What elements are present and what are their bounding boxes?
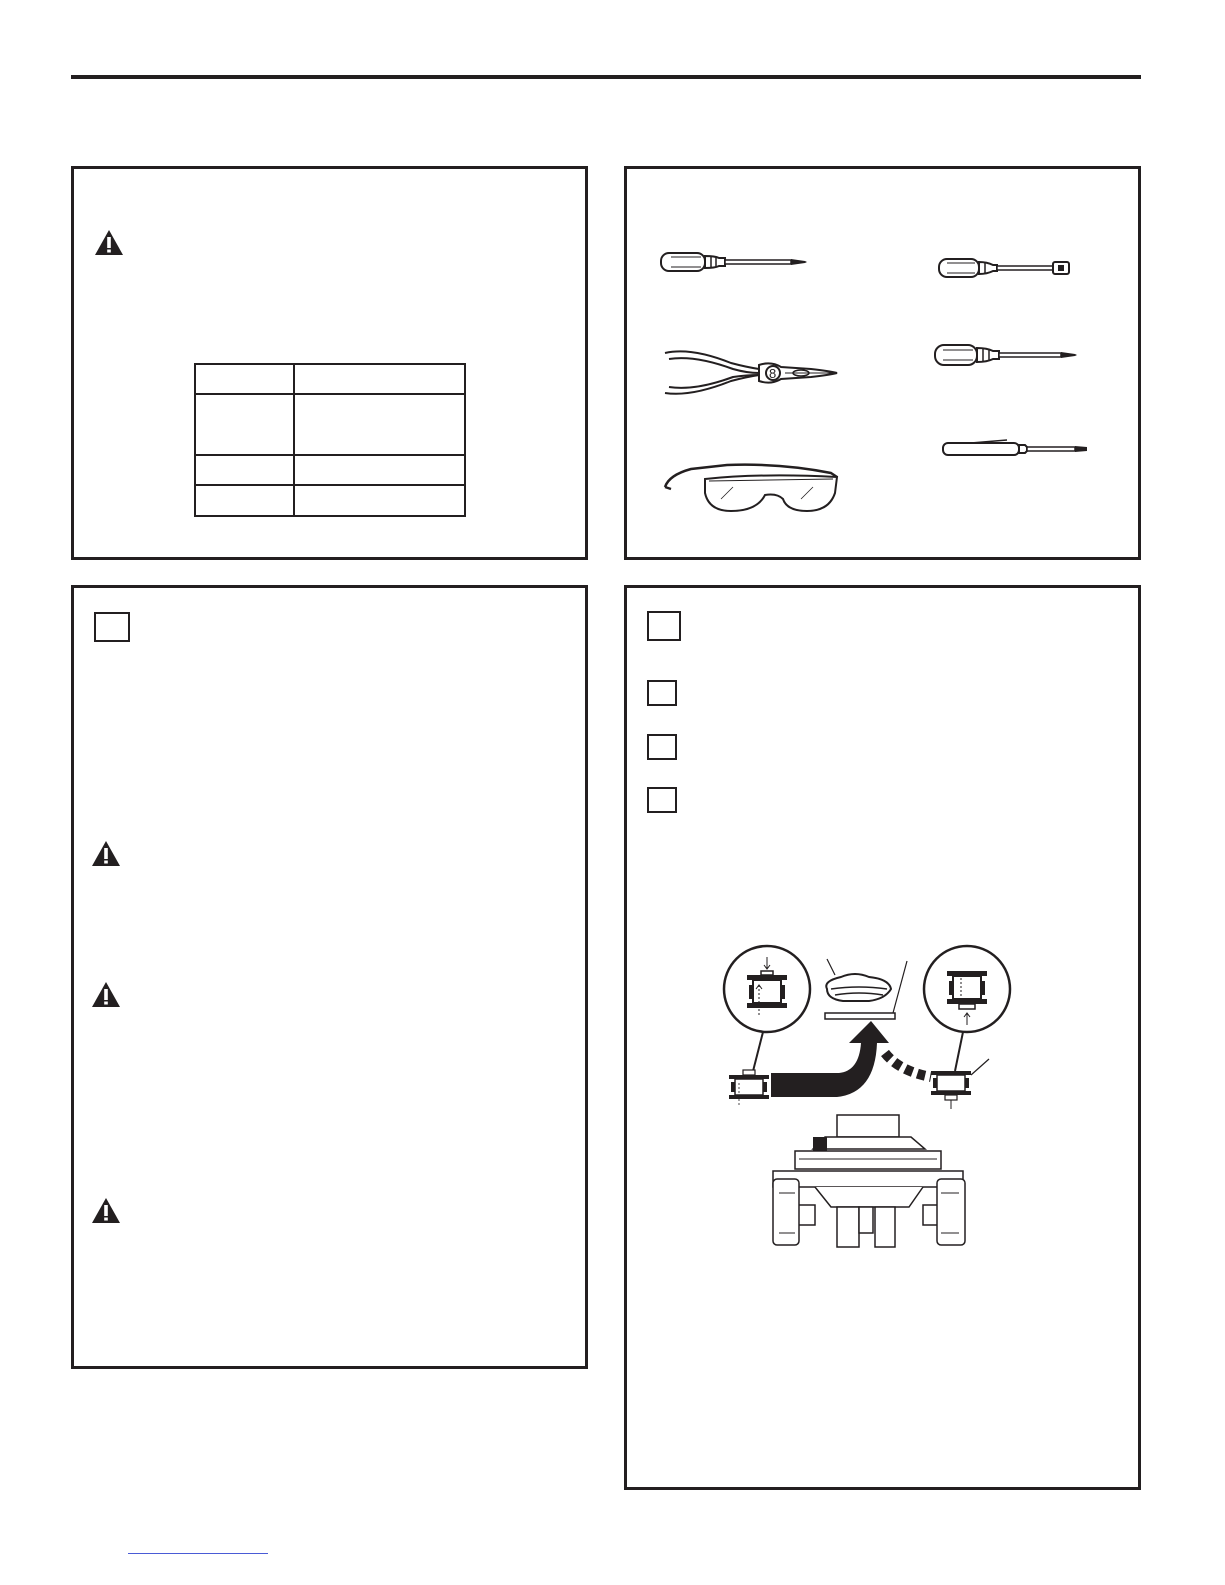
phillips-screwdriver-small-icon bbox=[933, 341, 1085, 369]
page-link-underline[interactable] bbox=[128, 1553, 268, 1554]
svg-text:8: 8 bbox=[769, 366, 777, 381]
phillips-screwdriver-icon bbox=[659, 247, 814, 277]
warning-icon bbox=[91, 840, 121, 867]
warning-icon bbox=[91, 981, 121, 1008]
step-box-icon bbox=[647, 611, 681, 641]
regulator-conversion-panel bbox=[624, 585, 1141, 1490]
warning-icon bbox=[94, 229, 124, 256]
pliers-icon bbox=[661, 347, 841, 399]
warning-icon bbox=[91, 1197, 121, 1224]
step-box-icon bbox=[647, 680, 677, 706]
tools-panel bbox=[624, 166, 1141, 560]
flat-blade-screwdriver-icon bbox=[941, 437, 1091, 461]
step-box-icon bbox=[647, 734, 677, 760]
safety-glasses-icon bbox=[661, 459, 841, 523]
step-box-icon bbox=[94, 612, 130, 642]
step-box-icon bbox=[647, 787, 677, 813]
regulator-conversion-illustration bbox=[719, 943, 1019, 1253]
step-one-panel bbox=[71, 585, 588, 1369]
header-rule bbox=[71, 75, 1141, 79]
gas-type-table bbox=[194, 363, 466, 517]
nut-driver-icon bbox=[937, 255, 1077, 281]
gas-type-panel bbox=[71, 166, 588, 560]
